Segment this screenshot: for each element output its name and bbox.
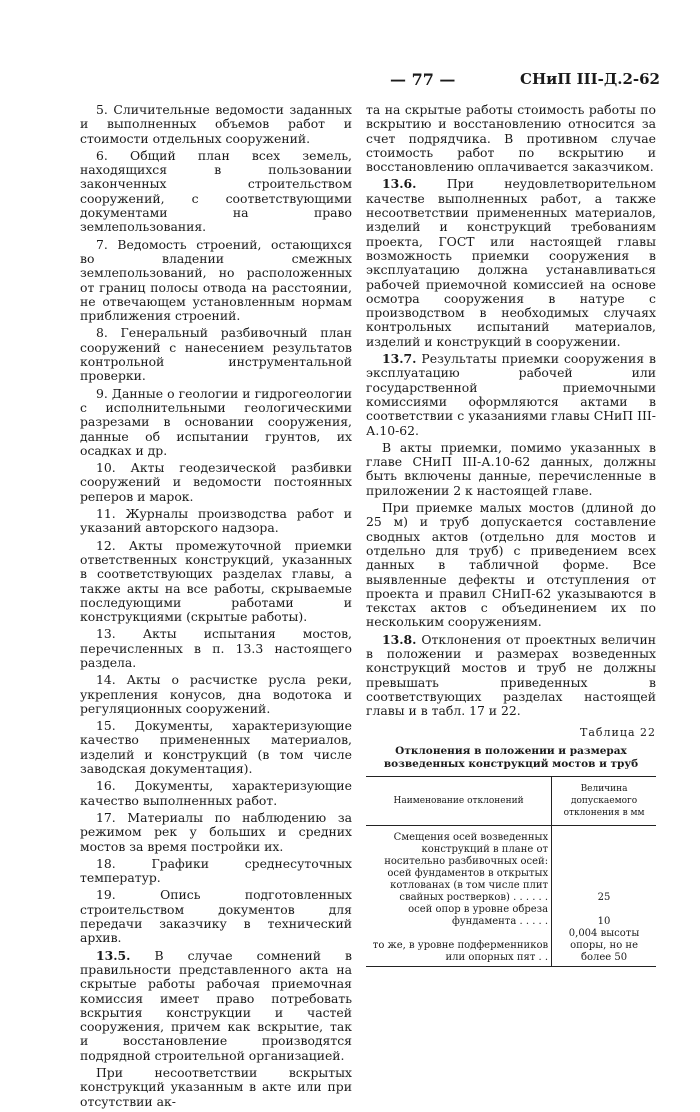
table-header-name: Наименование отклонений xyxy=(366,776,552,825)
clause-number: 13.7. xyxy=(382,351,417,367)
deviations-table xyxy=(366,776,656,967)
table-row xyxy=(366,832,656,868)
list-item: 8. Генеральный разбивочный план сооружений с нанесением результатов контрольной инструментальной проверки. xyxy=(80,325,352,384)
page-number: — 77 — xyxy=(390,70,456,89)
clause-number: 13.6. xyxy=(382,176,417,192)
table-row xyxy=(366,868,656,904)
clause-number: 13.8. xyxy=(382,631,417,647)
list-item: 7. Ведомость строений, остающихся во владении смежных землепользований, но расположенных от границ полосы отвода на расстоянии, не отвечающем установленным нормам приближения строений. xyxy=(80,236,352,324)
table-cell: 0,004 высоты опоры, но не более 50 xyxy=(552,928,656,967)
paragraph-13-6: 13.6. При неудовлетворительном качестве выполненных работ, а также несоответствии примененных материалов, изделий и конструкций требованиям проекта, ГОСТ или настоящей главы возможность приемки сооружения в эксплуатацию должна устанавливаться рабочей приемочной комиссией на основе осмотра сооружения в натуре с производством в необходимых случаях контрольных испытаний материалов, изделий и конструкций в сооружении. xyxy=(366,176,656,349)
list-item: 12. Акты промежуточной приемки ответственных конструкций, указанных в соответствующих разделах главы, а также акты на все работы, скрываемые последующими работами и конструкциями (скрытые работы). xyxy=(80,537,352,625)
table-row xyxy=(366,904,656,928)
table-title: Отклонения в положении и размерах возведенных конструкций мостов и труб xyxy=(383,744,639,770)
paragraph-13-5-end: та на скрытые работы стоимость работы по вскрытию и восстановлению относится за счет подрядчика. В противном случае стоимость работ по вскрытию и восстановлению оплачивается заказчиком. xyxy=(366,102,656,175)
list-item: 13. Акты испытания мостов, перечисленных в п. 13.3 настоящего раздела. xyxy=(80,626,352,670)
list-item: 18. Графики среднесуточных температур. xyxy=(80,855,352,886)
list-item: 14. Акты о расчистке русла реки, укрепления конусов, дна водотока и регуляционных сооружений. xyxy=(80,672,352,716)
paragraph-small-bridges: При приемке малых мостов (длиной до 25 м) и труб допускается составление сводных актов (отдельно для мостов и отдельно для труб) с приведением всех данных в табличной форме. Все выявленные дефекты и отступления от проекта и правил СНиП-62 указываются в текстах актов с объединением их по нескольким сооружениям. xyxy=(366,500,656,630)
table-row xyxy=(366,928,656,967)
list-item: 16. Документы, характеризующие качество выполненных работ. xyxy=(80,778,352,808)
right-column xyxy=(366,103,656,967)
left-column xyxy=(80,103,352,1112)
list-item: 5. Сличительные ведомости заданных и выполненных объемов работ и стоимости отдельных сооружений. xyxy=(80,102,352,146)
paragraph-13-7: 13.7. Результаты приемки сооружения в эксплуатацию рабочей или государственной приемочными комиссиями оформляются актами в соответствии с указаниями главы СНиП III-А.10-62. xyxy=(366,351,656,438)
table-header-value: Величина допускаемого отклонения в мм xyxy=(552,776,656,825)
list-item: 9. Данные о геологии и гидрогеологии с исполнительными геологическими разрезами в основании сооружения, данные об испытании грунтов, их осадках и др. xyxy=(80,385,352,458)
paragraph-acts: В акты приемки, помимо указанных в главе СНиП III-А.10-62 данных, должны быть включены данные, перечисленные в приложении 2 к настоящей главе. xyxy=(366,439,656,498)
table-cell: осей фундаментов в открытых котлованах (в том числе плит свайных ростверков) . . . . . . xyxy=(366,868,552,904)
paragraph-13-5-second: При несоответствии вскрытых конструкций указанным в акте или при отсутствии ак- xyxy=(80,1065,352,1109)
list-item: 11. Журналы производства работ и указаний авторского надзора. xyxy=(80,506,352,536)
table-caption: Таблица 22 xyxy=(580,726,656,740)
table-cell: 25 xyxy=(597,891,611,903)
list-item: 19. Опись подготовленных строительством документов для передачи заказчику в технический архив. xyxy=(80,887,352,946)
list-item: 15. Документы, характеризующие качество примененных материалов, изделий и конструкций (в том числе заводская документация). xyxy=(80,718,352,777)
page-header xyxy=(80,70,660,92)
paragraph-13-5: 13.5. В случае сомнений в правильности представленного акта на скрытые работы рабочая приемочная комиссия имеет право потребовать вскрытия конструкции и частей сооружения, причем как вскрытие, так и восстановление производятся подрядной строительной организацией. xyxy=(80,947,352,1063)
paragraph-13-8: 13.8. Отклонения от проектных величин в положении и размерах возведенных конструкций мостов и труб не должны превышать приведенных в соответствующих разделах настоящей главы и в табл. 17 и 22. xyxy=(366,631,656,719)
list-item: 17. Материалы по наблюдению за режимом рек у больших и средних мостов за время постройки их. xyxy=(80,809,352,854)
table-cell xyxy=(552,832,656,868)
list-item: 6. Общий план всех земель, находящихся в пользовании законченных строительством сооружений, с соответствующими документами на право землепользования. xyxy=(80,147,352,235)
table-cell: осей опор в уровне обреза фундамента . . . . . xyxy=(366,904,552,928)
document-code: СНиП III-Д.2-62 xyxy=(520,70,660,88)
table-cell: то же, в уровне подферменников или опорных пят . . xyxy=(366,928,552,967)
table-cell: Смещения осей возведенных конструкций в плане от носительно разбивочных осей: xyxy=(366,832,552,868)
list-item: 10. Акты геодезической разбивки сооружений и ведомости постоянных реперов и марок. xyxy=(80,460,352,504)
table-cell: 10 xyxy=(597,915,611,927)
clause-number: 13.5. xyxy=(96,947,131,963)
